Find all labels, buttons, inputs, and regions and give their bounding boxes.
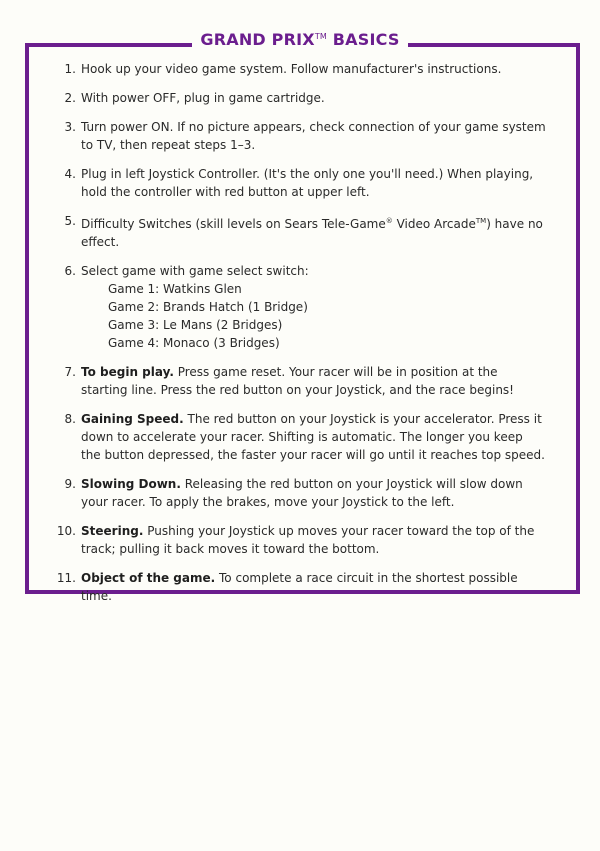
- step-5: 5. Difficulty Switches (skill levels on Sears Tele-Game® Video Arcade™) have no effect.: [64, 214, 543, 249]
- game-option: Game 1: Watkins Glen: [108, 282, 242, 296]
- step-11: 11. Object of the game. To complete a race circuit in the shortest possible time.: [56, 571, 518, 603]
- step-2: 2. With power OFF, plug in game cartridge.: [64, 91, 325, 105]
- step-6: 6. Select game with game select switch: Game 1: Watkins Glen Game 2: Brands Hatch (1 Bridge) Game 3: Le Mans (2 Bridges) Game 4: Monaco (3 Bridges): [46, 262, 546, 352]
- game-option: Game 2: Brands Hatch (1 Bridge): [108, 300, 308, 314]
- trademark-mark: TM: [314, 32, 328, 41]
- steps-list: [46, 60, 546, 616]
- game-option: Game 4: Monaco (3 Bridges): [108, 336, 280, 350]
- step-10: 10. Steering. Pushing your Joystick up moves your racer toward the top of the track; pulling it back moves it toward the bottom.: [56, 524, 535, 556]
- step-8: 8. Gaining Speed. The red button on your Joystick is your accelerator. Press it down to accelerate your racer. Shifting is automatic. The longer you keep the button depressed, the faster your racer will go until it reaches top speed.: [64, 412, 545, 462]
- title-text: GRAND PRIX™ BASICS: [192, 30, 407, 49]
- step-4: 4. Plug in left Joystick Controller. (It's the only one you'll need.) When playing, hold the controller with red button at upper left.: [64, 167, 534, 199]
- step-3: 3. Turn power ON. If no picture appears, check connection of your game system to TV, then repeat steps 1–3.: [64, 120, 546, 152]
- step-7: 7. To begin play. Press game reset. Your racer will be in position at the starting line. Press the red button on your Joystick, and the race begins!: [64, 365, 514, 397]
- step-9: 9. Slowing Down. Releasing the red button on your Joystick will slow down your racer. To apply the brakes, move your Joystick to the left.: [64, 477, 523, 509]
- game-option: Game 3: Le Mans (2 Bridges): [108, 318, 283, 332]
- game-list: [81, 280, 546, 352]
- page-title: [0, 30, 600, 49]
- step-1: 1. Hook up your video game system. Follow manufacturer's instructions.: [64, 62, 502, 76]
